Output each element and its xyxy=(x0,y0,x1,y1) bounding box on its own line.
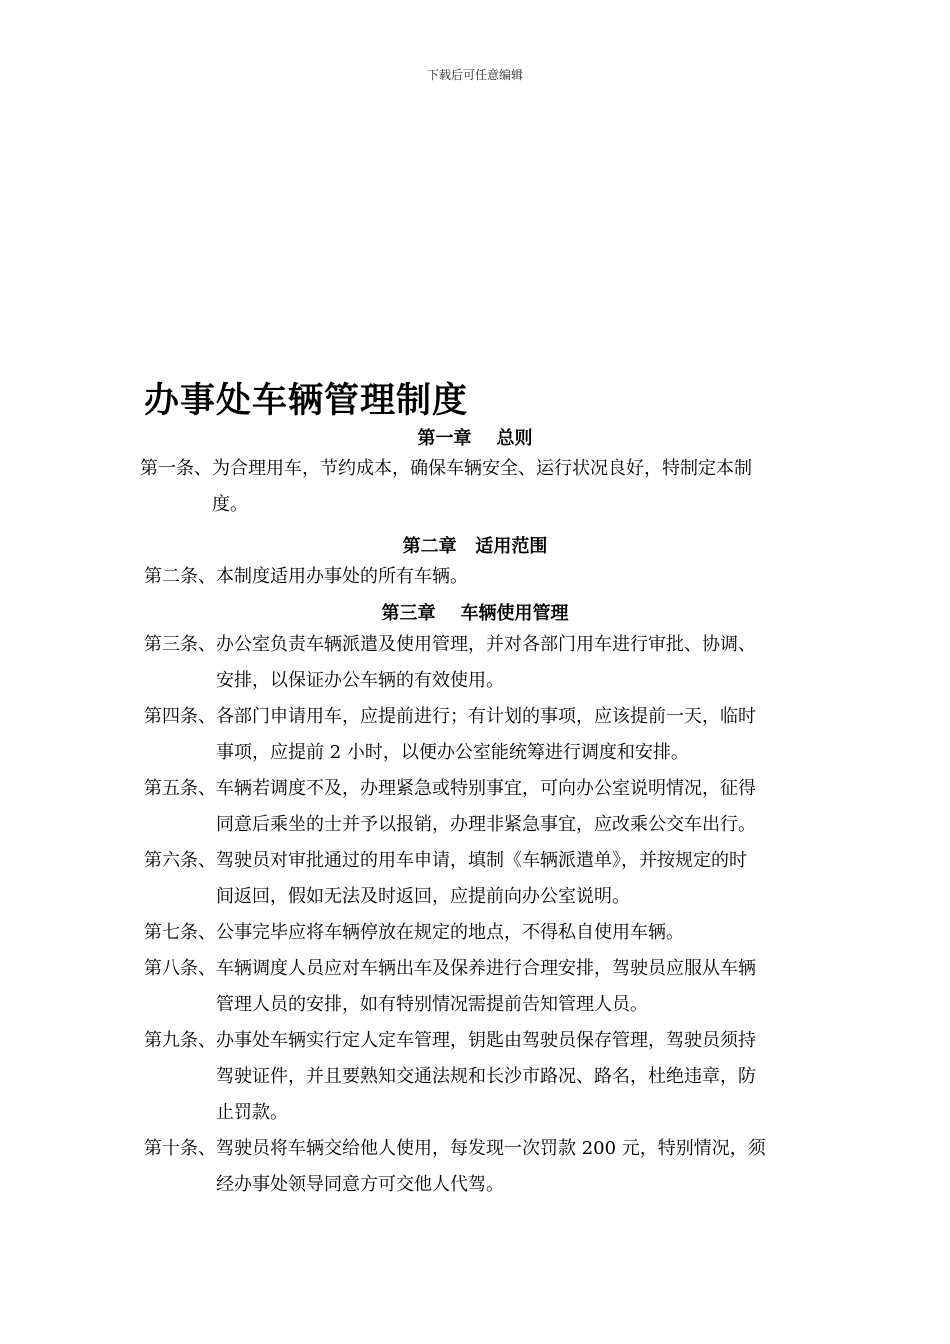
article-line: 驾驶证件，并且要熟知交通法规和长沙市路况、路名，杜绝违章，防 xyxy=(216,1066,756,1087)
article-9 xyxy=(144,1023,804,1131)
article-2 xyxy=(144,559,804,595)
article-line: 经办事处领导同意方可交他人代驾。 xyxy=(216,1174,504,1195)
article-6 xyxy=(144,843,804,915)
article-line: 第二条、本制度适用办事处的所有车辆。 xyxy=(144,566,468,587)
article-line: 管理人员的安排，如有特别情况需提前告知管理人员。 xyxy=(216,994,648,1015)
article-7 xyxy=(144,915,804,951)
article-line: 第四条、各部门申请用车，应提前进行；有计划的事项，应该提前一天，临时 xyxy=(144,706,756,727)
article-5 xyxy=(144,771,804,843)
article-line: 间返回，假如无法及时返回，应提前向办公室说明。 xyxy=(216,886,630,907)
article-line: 事项，应提前 2 小时，以便办公室能统筹进行调度和安排。 xyxy=(216,742,689,763)
chapter-heading-2: 第二章 适用范围 xyxy=(402,536,548,557)
article-line: 第十条、驾驶员将车辆交给他人使用，每发现一次罚款 200 元，特别情况，须 xyxy=(144,1138,766,1159)
article-1 xyxy=(140,451,800,523)
article-8 xyxy=(144,951,804,1023)
article-line: 第九条、办事处车辆实行定人定车管理，钥匙由驾驶员保存管理，驾驶员须持 xyxy=(144,1030,756,1051)
article-line: 止罚款。 xyxy=(216,1102,288,1123)
header-note: 下载后可任意编辑 xyxy=(426,68,523,82)
document-title: 办事处车辆管理制度 xyxy=(144,381,469,421)
chapter-heading-3: 第三章 车辆使用管理 xyxy=(381,603,569,624)
chapter-heading-1: 第一章 总则 xyxy=(417,428,533,449)
article-line: 第一条、为合理用车，节约成本，确保车辆安全、运行状况良好，特制定本制 xyxy=(140,458,752,479)
article-10 xyxy=(144,1131,804,1203)
article-line: 第七条、公事完毕应将车辆停放在规定的地点，不得私自使用车辆。 xyxy=(144,922,684,943)
article-line: 同意后乘坐的士并予以报销，办理非紧急事宜，应改乘公交车出行。 xyxy=(216,814,756,835)
article-4 xyxy=(144,699,804,771)
article-line: 度。 xyxy=(212,494,248,515)
article-line: 第三条、办公室负责车辆派遣及使用管理，并对各部门用车进行审批、协调、 xyxy=(144,634,756,655)
article-line: 安排，以保证办公车辆的有效使用。 xyxy=(216,670,504,691)
article-line: 第五条、车辆若调度不及，办理紧急或特别事宜，可向办公室说明情况，征得 xyxy=(144,778,756,799)
article-3 xyxy=(144,627,804,699)
article-line: 第六条、驾驶员对审批通过的用车申请，填制《车辆派遣单》，并按规定的时 xyxy=(144,850,747,871)
article-line: 第八条、车辆调度人员应对车辆出车及保养进行合理安排，驾驶员应服从车辆 xyxy=(144,958,756,979)
